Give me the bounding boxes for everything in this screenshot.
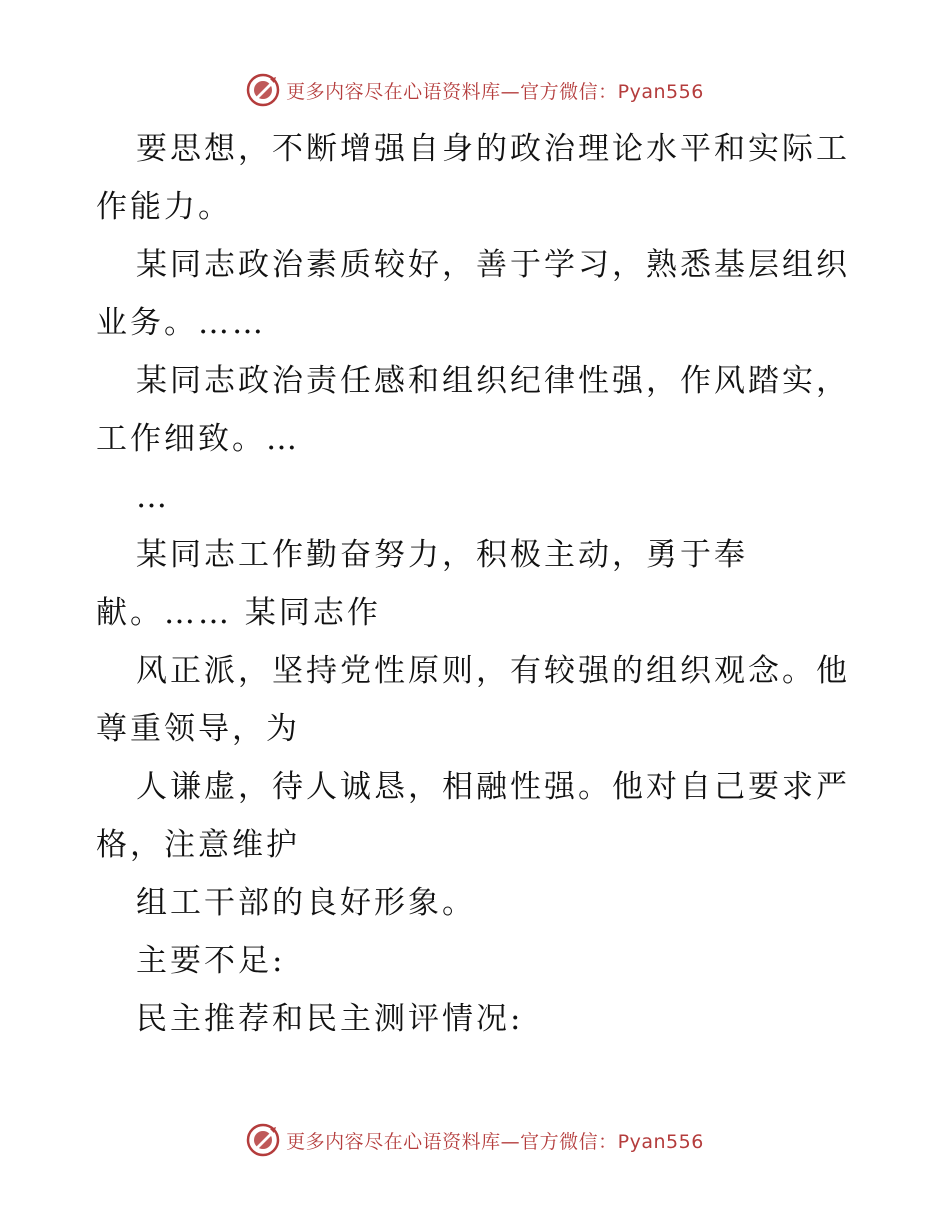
text-line: 工作细致。… bbox=[96, 421, 300, 457]
body-text bbox=[96, 120, 856, 1048]
text-line: 人谦虚，待人诚恳，相融性强。他对自己要求严 bbox=[136, 769, 850, 805]
quill-seal-icon bbox=[246, 73, 280, 107]
text-line: 尊重领导，为 bbox=[96, 711, 300, 747]
text-line: 作能力。 bbox=[96, 189, 232, 225]
text-line: 格，注意维护 bbox=[96, 827, 300, 863]
text-line: 业务。…… bbox=[96, 305, 266, 341]
text-line: 某同志政治素质较好，善于学习，熟悉基层组织 bbox=[136, 247, 850, 283]
quill-seal-icon bbox=[246, 1123, 280, 1157]
footer-text: 更多内容尽在心语资料库—官方微信：Pyan556 bbox=[286, 1130, 704, 1153]
footer-banner bbox=[0, 1120, 950, 1160]
document-body bbox=[96, 120, 856, 1048]
text-line: 要思想，不断增强自身的政治理论水平和实际工 bbox=[136, 131, 850, 167]
text-line: 组工干部的良好形象。 bbox=[136, 885, 476, 921]
text-line: 主要不足: bbox=[136, 943, 286, 979]
text-line: 某同志工作勤奋努力，积极主动，勇于奉 bbox=[136, 537, 748, 573]
header-banner bbox=[0, 70, 950, 110]
text-line: … bbox=[136, 479, 170, 515]
text-line: 某同志政治责任感和组织纪律性强，作风踏实， bbox=[136, 363, 850, 399]
text-line: 风正派，坚持党性原则，有较强的组织观念。他 bbox=[136, 653, 850, 689]
text-line: 民主推荐和民主测评情况: bbox=[136, 1001, 524, 1037]
header-text: 更多内容尽在心语资料库—官方微信：Pyan556 bbox=[286, 80, 704, 103]
text-line: 献。…… 某同志作 bbox=[96, 595, 381, 631]
